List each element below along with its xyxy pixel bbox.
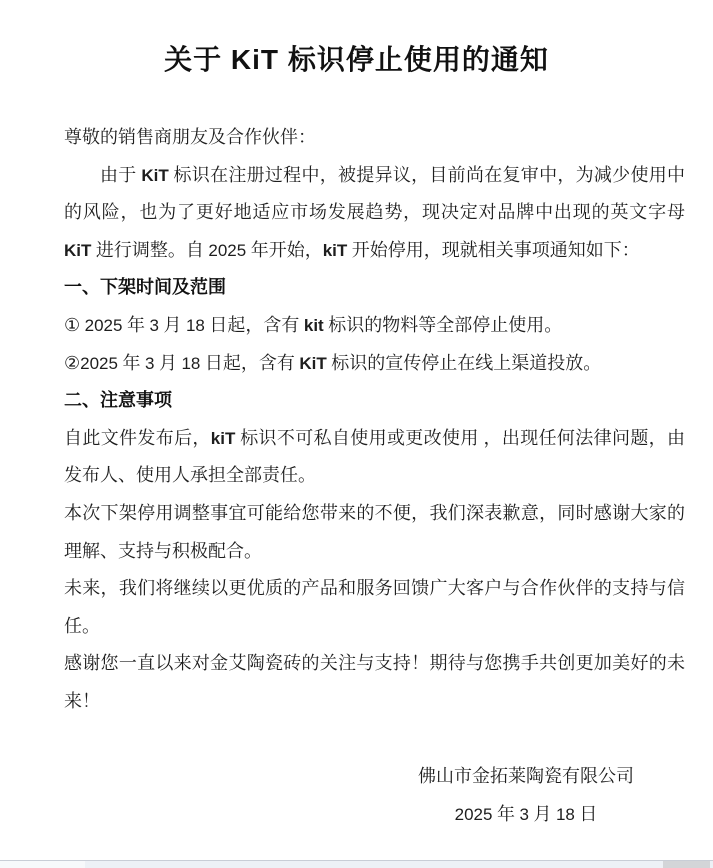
text-segment: kiT: [322, 240, 348, 260]
text-segment: 标识在注册过程中，被提异议，目前尚在复审中，为减少使用中的风险，也为了更好地适应市场发展趋势，现决定对品牌中出现的英文字母: [64, 164, 686, 223]
text-segment: 开始停用，现就相关事项通知如下：: [347, 239, 640, 260]
text-segment: KiT: [64, 240, 92, 260]
text-segment: KiT: [299, 353, 327, 373]
text-segment: ①: [64, 314, 85, 335]
text-segment: ②: [64, 352, 81, 373]
text-segment: 由于: [100, 164, 142, 185]
text-segment: 3: [149, 315, 159, 335]
closing-paragraph-2: 未来，我们将继续以更优质的产品和服务回馈广大客户与合作伙伴的支持与信任。: [64, 578, 685, 636]
text-segment: 标识不可私自使用或更改使用 ，出现任何法律问题，由发布人、使用人承担全部责任。: [64, 427, 686, 486]
section1-item-2: [64, 345, 685, 383]
text-segment: 月: [158, 314, 186, 335]
text-segment: 2025: [84, 315, 123, 335]
text-segment: 2025: [80, 353, 118, 373]
closing-paragraph-1: 本次下架停用调整事宜可能给您带来的不便，我们深表歉意，同时感谢大家的理解、支持与积极配合。: [64, 502, 685, 561]
text-segment: 月: [528, 803, 556, 824]
signature-block: [411, 758, 641, 833]
bottom-edge-left-segment: [0, 861, 85, 868]
text-segment: 年: [492, 803, 520, 824]
document-body: [64, 119, 685, 833]
horizontal-scrollbar-thumb[interactable]: [663, 861, 710, 868]
text-segment: 日起，含有: [200, 352, 300, 373]
text-segment: 3: [519, 804, 529, 824]
text-segment: KiT: [141, 165, 169, 185]
text-segment: 自此文件发布后，: [64, 427, 211, 448]
text-segment: 2025: [208, 240, 247, 260]
section2-paragraph: [64, 420, 685, 495]
section1-item-1: [64, 307, 685, 345]
text-segment: 标识的宣传停止在线上渠道投放。: [326, 352, 602, 373]
text-segment: 日: [574, 803, 598, 824]
intro-paragraph: [64, 157, 685, 270]
signature-company: 佛山市金拓莱陶瓷有限公司: [418, 766, 634, 787]
text-segment: kit: [303, 315, 324, 335]
text-segment: 2025: [454, 804, 493, 824]
document-title: 关于 KiT 标识停止使用的通知: [164, 44, 549, 75]
bottom-edge-bar: [0, 860, 713, 868]
text-segment: 标识的物料等全部停止使用。: [323, 314, 563, 335]
text-segment: 进行调整。自: [91, 239, 209, 260]
text-segment: 18: [181, 353, 201, 373]
closing-paragraph-3: 感谢您一直以来对金艾陶瓷砖的关注与支持！期待与您携手共创更加美好的未来！: [64, 653, 685, 711]
text-segment: 3: [144, 353, 155, 373]
text-segment: 18: [555, 804, 575, 824]
greeting-line: 尊敬的销售商朋友及合作伙伴：: [64, 127, 316, 147]
section1-heading: 一、下架时间及范围: [64, 277, 226, 298]
text-segment: 年: [117, 352, 145, 373]
text-segment: 18: [185, 315, 205, 335]
signature-date: [411, 796, 641, 834]
text-segment: 年: [122, 314, 150, 335]
section2-heading: 二、注意事项: [64, 390, 172, 411]
text-segment: kiT: [210, 428, 236, 448]
text-segment: 日起，含有: [204, 314, 304, 335]
text-segment: 年开始，: [246, 239, 323, 260]
text-segment: 月: [154, 352, 182, 373]
